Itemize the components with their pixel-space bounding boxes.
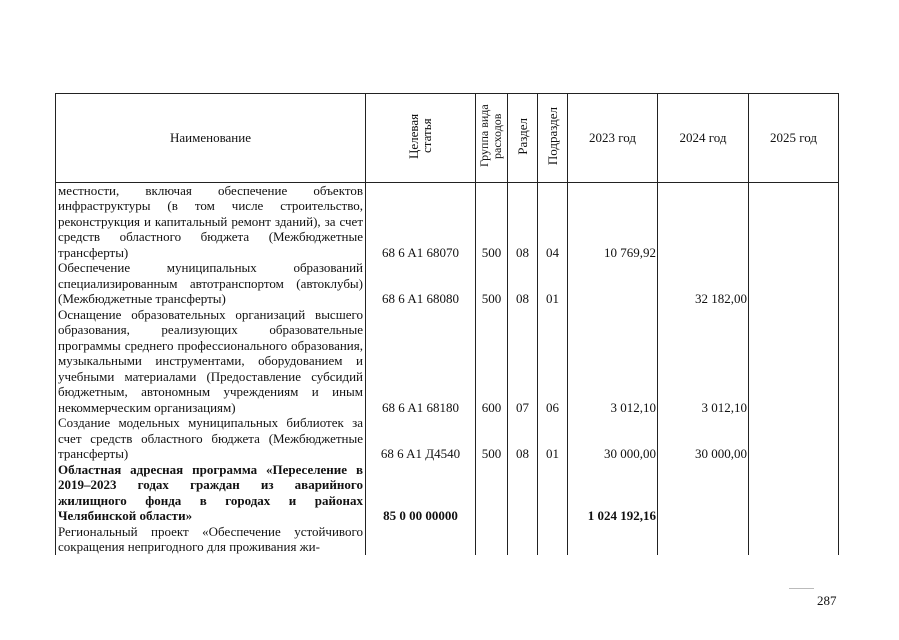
row-2025	[749, 307, 839, 416]
header-group-label: Группа вида расходов	[476, 104, 504, 168]
budget-table	[55, 93, 839, 555]
row-group	[476, 524, 508, 555]
row-subsection: 04	[538, 182, 568, 260]
row-subsection: 01	[538, 260, 568, 307]
row-2024: 32 182,00	[658, 260, 749, 307]
header-2025: 2025 год	[749, 94, 839, 183]
row-section: 08	[508, 182, 538, 260]
row-section: 08	[508, 415, 538, 462]
header-2023: 2023 год	[568, 94, 658, 183]
row-2023: 1 024 192,16	[568, 462, 658, 524]
table-row	[56, 182, 839, 260]
row-subsection	[538, 524, 568, 555]
row-group: 500	[476, 260, 508, 307]
row-2025	[749, 260, 839, 307]
header-target	[366, 94, 476, 183]
header-name: Наименование	[56, 94, 366, 183]
row-section: 08	[508, 260, 538, 307]
row-target: 68 6 A1 68070	[366, 182, 476, 260]
table-row	[56, 524, 839, 555]
header-group	[476, 94, 508, 183]
table-row	[56, 415, 839, 462]
row-2024: 30 000,00	[658, 415, 749, 462]
table-row	[56, 462, 839, 524]
row-2023	[568, 524, 658, 555]
header-section-label: Раздел	[515, 117, 530, 155]
row-2024	[658, 462, 749, 524]
row-target: 68 6 A1 68080	[366, 260, 476, 307]
row-2023: 3 012,10	[568, 307, 658, 416]
row-target	[366, 524, 476, 555]
row-section	[508, 462, 538, 524]
row-subsection: 01	[538, 415, 568, 462]
header-2024: 2024 год	[658, 94, 749, 183]
row-2023	[568, 260, 658, 307]
row-2024	[658, 524, 749, 555]
row-section: 07	[508, 307, 538, 416]
row-2024	[658, 182, 749, 260]
row-group: 500	[476, 182, 508, 260]
row-group	[476, 462, 508, 524]
header-subsection-label: Подраздел	[545, 106, 560, 166]
row-name: Обеспечение муниципальных образований специализированным автотранспортом (автоклубы) (Межбюджетные трансферты)	[56, 260, 366, 307]
row-target: 68 6 A1 68180	[366, 307, 476, 416]
row-2024: 3 012,10	[658, 307, 749, 416]
row-section	[508, 524, 538, 555]
table-row	[56, 260, 839, 307]
header-target-label: Целевая статья	[405, 113, 434, 159]
row-2025	[749, 524, 839, 555]
table-row	[56, 307, 839, 416]
header-row	[56, 94, 839, 183]
header-subsection	[538, 94, 568, 183]
scan-mark	[789, 588, 814, 589]
row-name: Создание модельных муниципальных библиотек за счет средств областного бюджета (Межбюджетные трансферты)	[56, 415, 366, 462]
row-subsection	[538, 462, 568, 524]
row-2025	[749, 415, 839, 462]
row-name: Региональный проект «Обеспечение устойчивого сокращения непригодного для проживания жи-	[56, 524, 366, 555]
row-group: 500	[476, 415, 508, 462]
row-name: Оснащение образовательных организаций высшего образования, реализующих образовательные программы среднего профессионального образования, музыкальными инструментами, оборудованием и учебными материалами (Предоставление субсидий бюджетным, автономным учреждениям и иным некоммерческим организациям)	[56, 307, 366, 416]
row-target: 85 0 00 00000	[366, 462, 476, 524]
row-2025	[749, 182, 839, 260]
header-section	[508, 94, 538, 183]
page-number: 287	[817, 593, 837, 608]
row-target: 68 6 A1 Д4540	[366, 415, 476, 462]
row-2023: 10 769,92	[568, 182, 658, 260]
row-2025	[749, 462, 839, 524]
row-name: местности, включая обеспечение объектов инфраструктуры (в том числе строительство, реконструкция и капитальный ремонт зданий), за счет средств областного бюджета (Межбюджетные трансферты)	[56, 182, 366, 260]
row-group: 600	[476, 307, 508, 416]
row-2023: 30 000,00	[568, 415, 658, 462]
row-name: Областная адресная программа «Переселение в 2019–2023 годах граждан из аварийного жилищного фонда в городах и районах Челябинской области»	[56, 462, 366, 524]
row-subsection: 06	[538, 307, 568, 416]
